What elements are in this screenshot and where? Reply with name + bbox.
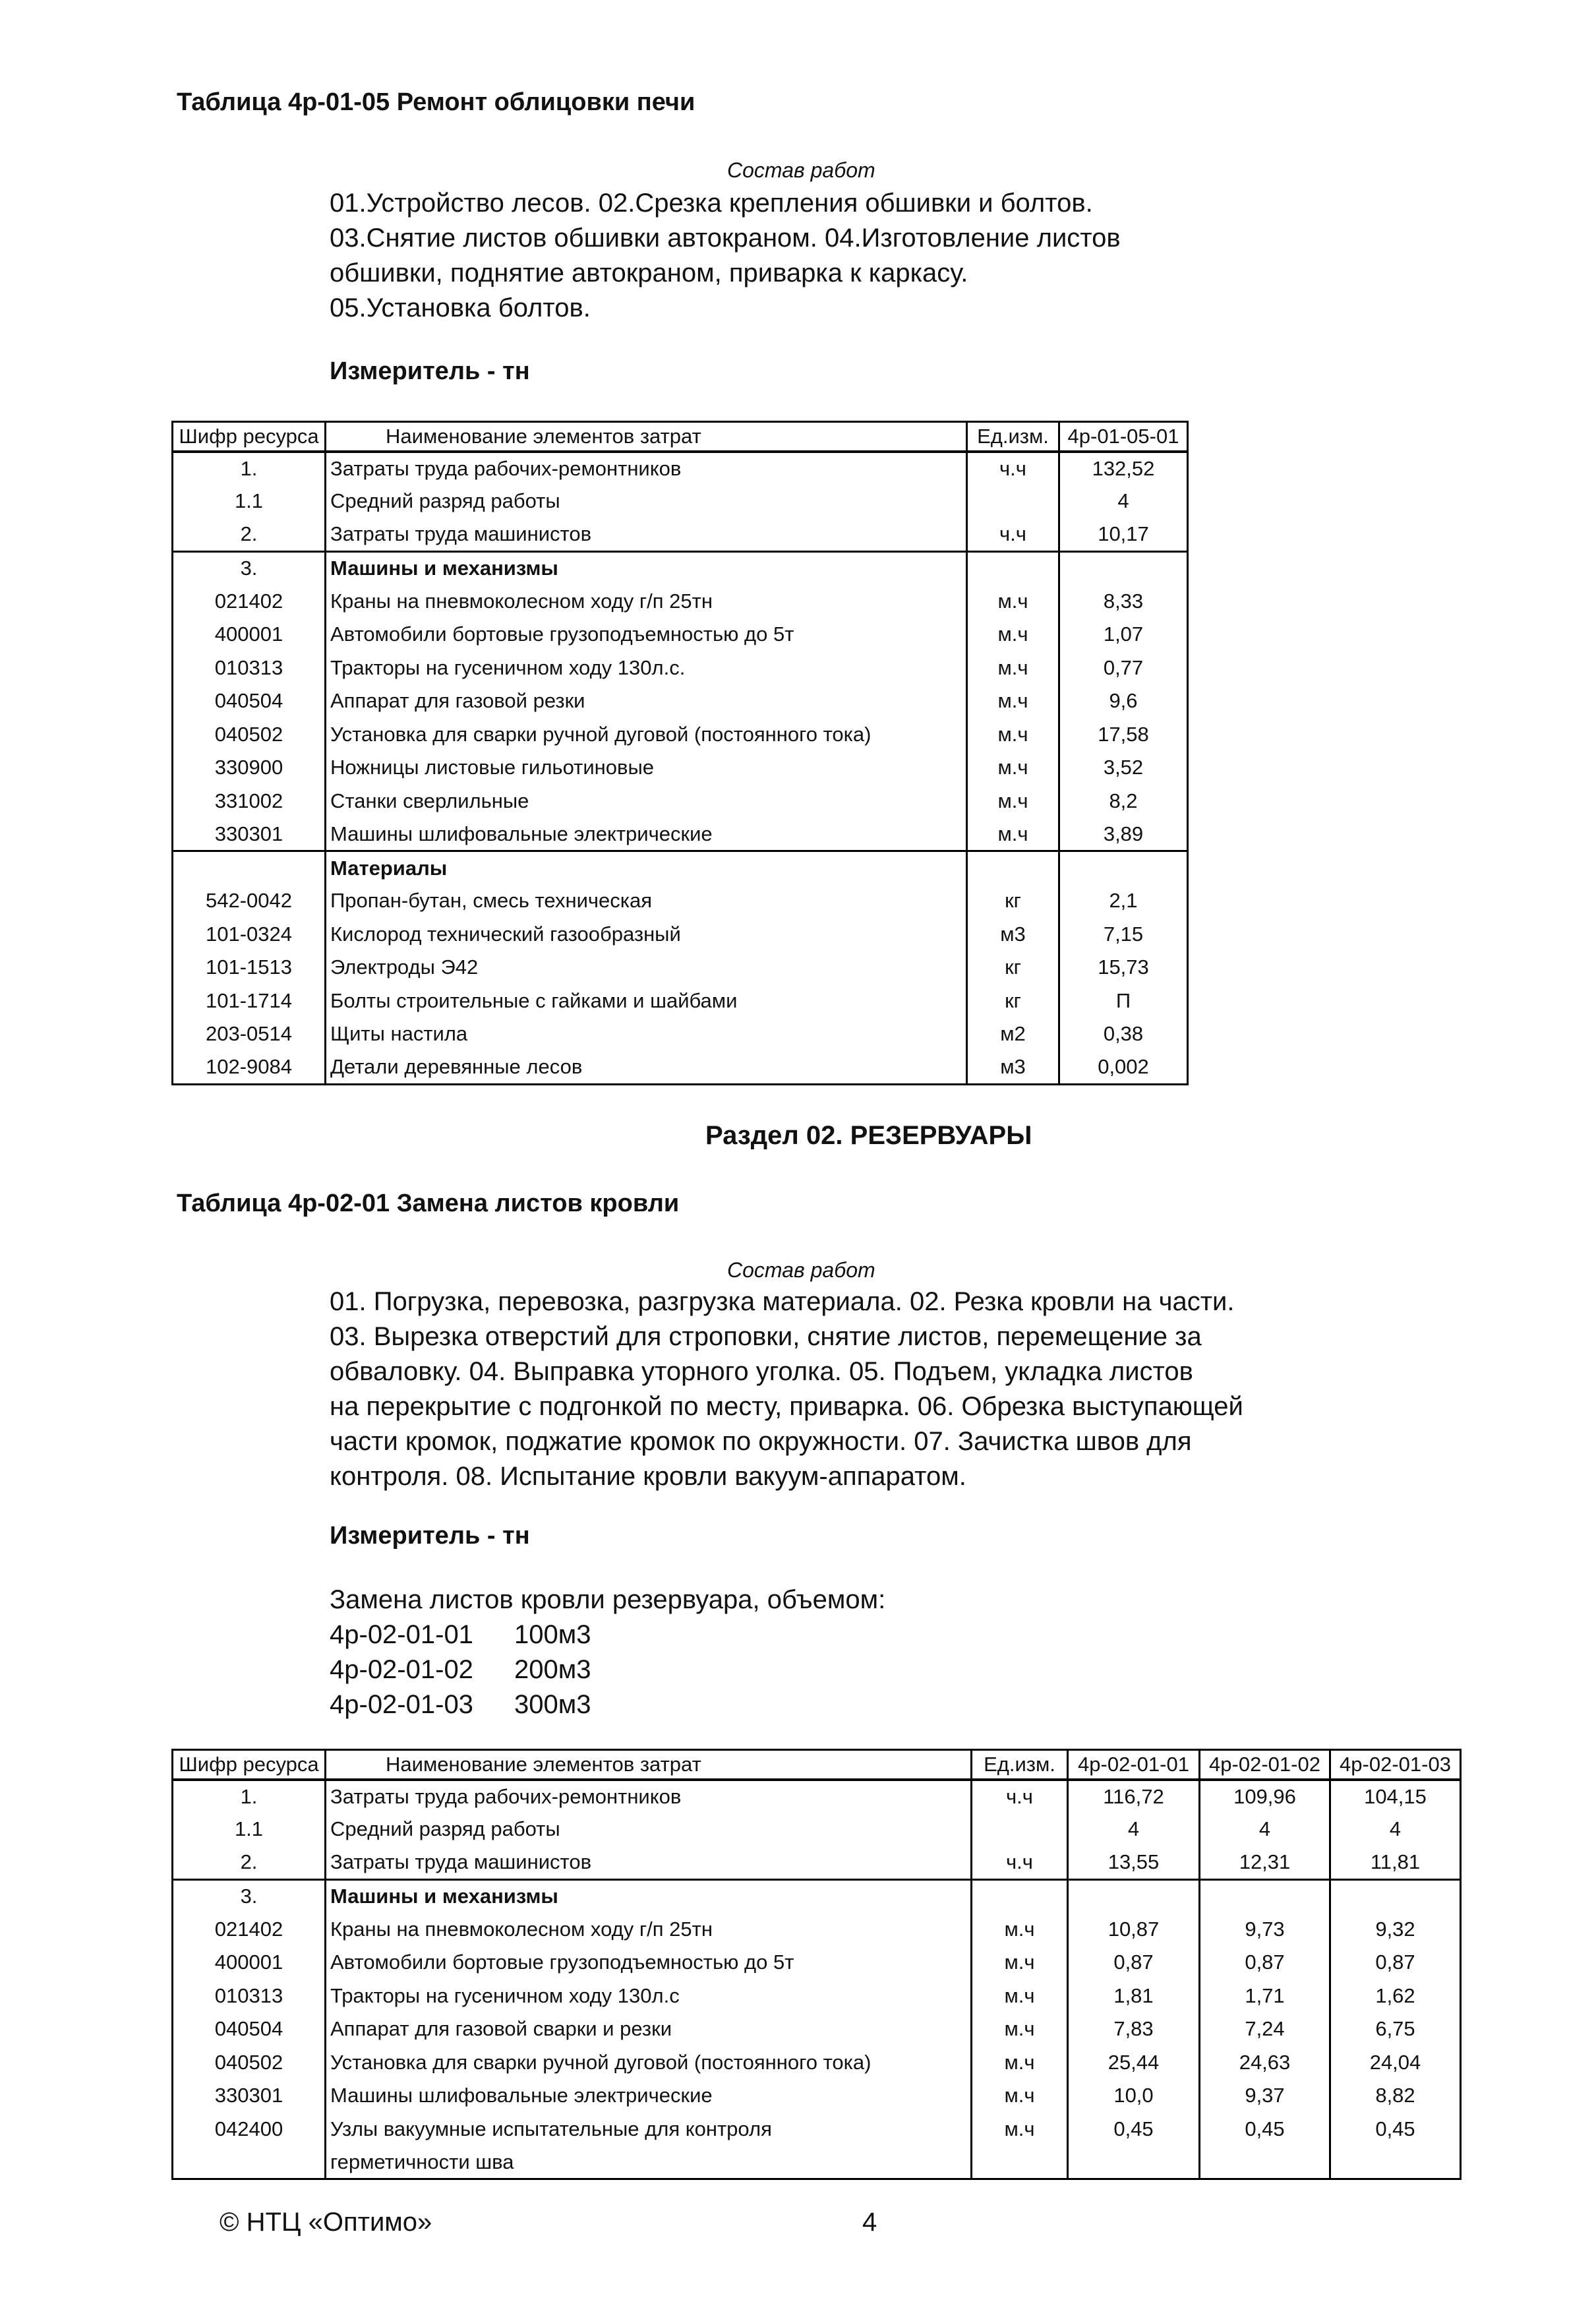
unit-cell: ч.ч: [972, 1846, 1068, 1880]
unit-cell: м2: [967, 1017, 1059, 1051]
element-name-cell: Машины и механизмы: [326, 1879, 972, 1913]
header-cell: Ед.изм.: [967, 422, 1059, 452]
resource-code-cell: 1.: [173, 452, 326, 485]
element-name-cell: Узлы вакуумные испытательные для контроля: [326, 2113, 972, 2146]
table2-variants: [330, 1583, 885, 1722]
resource-code-cell: 010313: [173, 651, 326, 685]
unit-cell: м.ч: [967, 818, 1059, 851]
work-line: 01.Устройство лесов. 02.Срезка крепления обшивки и болтов.: [330, 189, 1093, 218]
unit-cell: м.ч: [967, 785, 1059, 818]
value-cell: [1059, 851, 1188, 885]
table2-measure: Измеритель - тн: [330, 1522, 530, 1550]
value-cell: [1200, 1879, 1330, 1913]
element-name-cell: Тракторы на гусеничном ходу 130л.с: [326, 1980, 972, 2013]
variant-line: [330, 1652, 885, 1687]
value-cell: 3,89: [1059, 818, 1188, 851]
resource-code-cell: 040502: [173, 718, 326, 752]
table-row: [173, 785, 1188, 818]
resource-table-1: [171, 421, 1189, 1085]
unit-cell: ч.ч: [967, 452, 1059, 485]
element-name-cell: Машины шлифовальные электрические: [326, 2079, 972, 2113]
header-cell: 4р-01-05-01: [1059, 422, 1188, 452]
unit-cell: м.ч: [972, 1980, 1068, 2013]
element-name-cell: Детали деревянные лесов: [326, 1051, 967, 1085]
variants-intro: Замена листов кровли резервуара, объемом:: [330, 1585, 886, 1614]
value-cell: 0,45: [1068, 2113, 1200, 2146]
header-cell: Шифр ресурса: [173, 422, 326, 452]
element-name-cell: Средний разряд работы: [326, 1813, 972, 1846]
value-cell: 8,2: [1059, 785, 1188, 818]
element-name-cell: Щиты настила: [326, 1017, 967, 1051]
work-line: 03.Снятие листов обшивки автокраном. 04.Изготовление листов: [330, 224, 1121, 253]
value-cell: 10,0: [1068, 2079, 1200, 2113]
work-line: контроля. 08. Испытание кровли вакуум-аппаратом.: [330, 1462, 966, 1491]
resource-code-cell: [173, 851, 326, 885]
value-cell: 25,44: [1068, 2046, 1200, 2080]
table-row: [173, 884, 1188, 918]
value-cell: [1330, 2146, 1461, 2179]
value-cell: 116,72: [1068, 1780, 1200, 1813]
variant-volume: 200м3: [514, 1655, 591, 1684]
table-row: [173, 518, 1188, 552]
section-title: Раздел 02. РЕЗЕРВУАРЫ: [705, 1121, 1032, 1150]
resource-code-cell: 3.: [173, 551, 326, 585]
table-row: [173, 684, 1188, 718]
table2-work-heading: Состав работ: [727, 1258, 875, 1282]
table-row: [173, 818, 1188, 851]
table-row: [173, 2146, 1461, 2179]
table-row: [173, 718, 1188, 752]
variant-volume: 300м3: [514, 1690, 591, 1719]
value-cell: 2,1: [1059, 884, 1188, 918]
page-number: 4: [862, 2208, 877, 2237]
header-cell: Наименование элементов затрат: [326, 1750, 972, 1780]
value-cell: 7,24: [1200, 2012, 1330, 2046]
value-cell: 11,81: [1330, 1846, 1461, 1880]
resource-code-cell: 330301: [173, 2079, 326, 2113]
unit-cell: м.ч: [972, 2046, 1068, 2080]
element-name-cell: герметичности шва: [326, 2146, 972, 2179]
element-name-cell: Электроды Э42: [326, 951, 967, 984]
unit-cell: м.ч: [967, 585, 1059, 619]
resource-code-cell: 1.1: [173, 1813, 326, 1846]
value-cell: 0,87: [1068, 1946, 1200, 1980]
element-name-cell: Затраты труда машинистов: [326, 1846, 972, 1880]
resource-code-cell: 101-1714: [173, 984, 326, 1018]
value-cell: 132,52: [1059, 452, 1188, 485]
resource-code-cell: 2.: [173, 1846, 326, 1880]
element-name-cell: Пропан-бутан, смесь техническая: [326, 884, 967, 918]
value-cell: 0,77: [1059, 651, 1188, 685]
table-row: [173, 951, 1188, 984]
resource-code-cell: 2.: [173, 518, 326, 552]
resource-code-cell: 331002: [173, 785, 326, 818]
table-row: [173, 618, 1188, 651]
element-name-cell: Болты строительные с гайками и шайбами: [326, 984, 967, 1018]
value-cell: 109,96: [1200, 1780, 1330, 1813]
value-cell: 0,002: [1059, 1051, 1188, 1085]
value-cell: 6,75: [1330, 2012, 1461, 2046]
value-cell: 104,15: [1330, 1780, 1461, 1813]
value-cell: 12,31: [1200, 1846, 1330, 1880]
table-row: [173, 2012, 1461, 2046]
value-cell: 9,6: [1059, 684, 1188, 718]
table1-measure: Измеритель - тн: [330, 357, 530, 385]
value-cell: 17,58: [1059, 718, 1188, 752]
table-row: [173, 452, 1188, 485]
element-name-cell: Затраты труда машинистов: [326, 518, 967, 552]
header-cell: 4р-02-01-03: [1330, 1750, 1461, 1780]
resource-code-cell: 400001: [173, 618, 326, 651]
table-row: [173, 1051, 1188, 1085]
value-cell: 8,82: [1330, 2079, 1461, 2113]
value-cell: 9,32: [1330, 1913, 1461, 1947]
value-cell: 1,81: [1068, 1980, 1200, 2013]
table-row: [173, 851, 1188, 885]
table-row: [173, 1980, 1461, 2013]
unit-cell: кг: [967, 884, 1059, 918]
element-name-cell: Аппарат для газовой сварки и резки: [326, 2012, 972, 2046]
header-cell: 4р-02-01-02: [1200, 1750, 1330, 1780]
unit-cell: м.ч: [972, 2113, 1068, 2146]
table-row: [173, 918, 1188, 952]
resource-code-cell: 102-9084: [173, 1051, 326, 1085]
resource-code-cell: 400001: [173, 1946, 326, 1980]
value-cell: [1068, 1879, 1200, 1913]
variant-code: 4р-02-01-02: [330, 1655, 473, 1684]
table-row: [173, 1813, 1461, 1846]
element-name-cell: Машины и механизмы: [326, 551, 967, 585]
value-cell: [1068, 2146, 1200, 2179]
table1-work-heading: Состав работ: [727, 158, 875, 182]
header-cell: 4р-02-01-01: [1068, 1750, 1200, 1780]
value-cell: 0,87: [1330, 1946, 1461, 1980]
table-row: [173, 984, 1188, 1018]
resource-code-cell: 203-0514: [173, 1017, 326, 1051]
work-line: обшивки, поднятие автокраном, приварка к каркасу.: [330, 258, 968, 287]
table-row: [173, 2113, 1461, 2146]
element-name-cell: Аппарат для газовой резки: [326, 684, 967, 718]
value-cell: 1,07: [1059, 618, 1188, 651]
resource-code-cell: 040504: [173, 684, 326, 718]
resource-code-cell: 021402: [173, 585, 326, 619]
element-name-cell: Ножницы листовые гильотиновые: [326, 751, 967, 785]
resource-code-cell: 042400: [173, 2113, 326, 2146]
unit-cell: [967, 551, 1059, 585]
table-header-row: [173, 422, 1188, 452]
value-cell: 3,52: [1059, 751, 1188, 785]
resource-code-cell: 040502: [173, 2046, 326, 2080]
table2-title: Таблица 4р-02-01 Замена листов кровли: [177, 1190, 680, 1217]
unit-cell: [972, 1813, 1068, 1846]
element-name-cell: Краны на пневмоколесном ходу г/п 25тн: [326, 1913, 972, 1947]
work-line: на перекрытие с подгонкой по месту, приварка. 06. Обрезка выступающей: [330, 1392, 1243, 1421]
variant-line: [330, 1687, 885, 1722]
table-row: [173, 1846, 1461, 1880]
table-header-row: [173, 1750, 1461, 1780]
unit-cell: м.ч: [972, 1946, 1068, 1980]
table-row: [173, 2046, 1461, 2080]
resource-code-cell: 542-0042: [173, 884, 326, 918]
unit-cell: [967, 851, 1059, 885]
header-cell: Ед.изм.: [972, 1750, 1068, 1780]
resource-code-cell: 330900: [173, 751, 326, 785]
value-cell: П: [1059, 984, 1188, 1018]
element-name-cell: Установка для сварки ручной дуговой (постоянного тока): [326, 2046, 972, 2080]
table1-title: Таблица 4р-01-05 Ремонт облицовки печи: [177, 88, 695, 116]
work-line: обваловку. 04. Выправка уторного уголка. 05. Подъем, укладка листов: [330, 1357, 1193, 1386]
resource-code-cell: 040504: [173, 2012, 326, 2046]
unit-cell: м.ч: [967, 751, 1059, 785]
table-row: [173, 1780, 1461, 1813]
table-row: [173, 1946, 1461, 1980]
unit-cell: [972, 1879, 1068, 1913]
unit-cell: кг: [967, 951, 1059, 984]
element-name-cell: Станки сверлильные: [326, 785, 967, 818]
table-row: [173, 585, 1188, 619]
value-cell: 1,71: [1200, 1980, 1330, 2013]
table-row: [173, 1017, 1188, 1051]
value-cell: 15,73: [1059, 951, 1188, 984]
table2-work-description: [330, 1285, 1243, 1494]
unit-cell: [967, 485, 1059, 518]
value-cell: 1,62: [1330, 1980, 1461, 2013]
work-line: части кромок, поджатие кромок по окружности. 07. Зачистка швов для: [330, 1427, 1192, 1456]
element-name-cell: Материалы: [326, 851, 967, 885]
table-row: [173, 651, 1188, 685]
unit-cell: кг: [967, 984, 1059, 1018]
work-line: 01. Погрузка, перевозка, разгрузка материала. 02. Резка кровли на части.: [330, 1287, 1235, 1316]
value-cell: 24,04: [1330, 2046, 1461, 2080]
value-cell: 7,15: [1059, 918, 1188, 952]
resource-code-cell: 010313: [173, 1980, 326, 2013]
element-name-cell: Машины шлифовальные электрические: [326, 818, 967, 851]
unit-cell: ч.ч: [972, 1780, 1068, 1813]
element-name-cell: Автомобили бортовые грузоподъемностью до 5т: [326, 1946, 972, 1980]
footer-copyright: © НТЦ «Оптимо»: [220, 2208, 432, 2237]
unit-cell: м.ч: [967, 618, 1059, 651]
value-cell: 10,87: [1068, 1913, 1200, 1947]
value-cell: [1200, 2146, 1330, 2179]
value-cell: [1059, 551, 1188, 585]
value-cell: 24,63: [1200, 2046, 1330, 2080]
table-row: [173, 1879, 1461, 1913]
header-cell: Шифр ресурса: [173, 1750, 326, 1780]
unit-cell: ч.ч: [967, 518, 1059, 552]
value-cell: 0,87: [1200, 1946, 1330, 1980]
variant-code: 4р-02-01-01: [330, 1620, 473, 1649]
resource-code-cell: 330301: [173, 818, 326, 851]
unit-cell: м.ч: [967, 684, 1059, 718]
table1-work-description: [330, 186, 1121, 326]
resource-code-cell: 1.1: [173, 485, 326, 518]
value-cell: 4: [1068, 1813, 1200, 1846]
element-name-cell: Кислород технический газообразный: [326, 918, 967, 952]
value-cell: 10,17: [1059, 518, 1188, 552]
value-cell: 0,45: [1200, 2113, 1330, 2146]
work-line: 05.Установка болтов.: [330, 293, 591, 322]
work-line: 03. Вырезка отверстий для строповки, снятие листов, перемещение за: [330, 1322, 1202, 1351]
resource-code-cell: 101-0324: [173, 918, 326, 952]
table-row: [173, 2079, 1461, 2113]
variant-line: [330, 1618, 885, 1652]
unit-cell: м.ч: [967, 651, 1059, 685]
table-row: [173, 551, 1188, 585]
value-cell: 7,83: [1068, 2012, 1200, 2046]
unit-cell: м3: [967, 1051, 1059, 1085]
table-row: [173, 1913, 1461, 1947]
value-cell: 0,45: [1330, 2113, 1461, 2146]
element-name-cell: Затраты труда рабочих-ремонтников: [326, 452, 967, 485]
unit-cell: м.ч: [972, 2079, 1068, 2113]
variant-volume: 100м3: [514, 1620, 591, 1649]
unit-cell: [972, 2146, 1068, 2179]
unit-cell: м3: [967, 918, 1059, 952]
resource-code-cell: 021402: [173, 1913, 326, 1947]
unit-cell: м.ч: [972, 2012, 1068, 2046]
value-cell: 8,33: [1059, 585, 1188, 619]
value-cell: 4: [1200, 1813, 1330, 1846]
element-name-cell: Автомобили бортовые грузоподъемностью до 5т: [326, 618, 967, 651]
element-name-cell: Средний разряд работы: [326, 485, 967, 518]
table-row: [173, 485, 1188, 518]
element-name-cell: Тракторы на гусеничном ходу 130л.с.: [326, 651, 967, 685]
value-cell: [1330, 1879, 1461, 1913]
value-cell: 9,73: [1200, 1913, 1330, 1947]
resource-code-cell: 1.: [173, 1780, 326, 1813]
resource-code-cell: [173, 2146, 326, 2179]
element-name-cell: Установка для сварки ручной дуговой (постоянного тока): [326, 718, 967, 752]
value-cell: 4: [1330, 1813, 1461, 1846]
variant-code: 4р-02-01-03: [330, 1690, 473, 1719]
value-cell: 4: [1059, 485, 1188, 518]
resource-table-2: [171, 1749, 1462, 2180]
element-name-cell: Затраты труда рабочих-ремонтников: [326, 1780, 972, 1813]
element-name-cell: Краны на пневмоколесном ходу г/п 25тн: [326, 585, 967, 619]
value-cell: 0,38: [1059, 1017, 1188, 1051]
header-cell: Наименование элементов затрат: [326, 422, 967, 452]
resource-code-cell: 3.: [173, 1879, 326, 1913]
unit-cell: м.ч: [967, 718, 1059, 752]
resource-code-cell: 101-1513: [173, 951, 326, 984]
unit-cell: м.ч: [972, 1913, 1068, 1947]
value-cell: 13,55: [1068, 1846, 1200, 1880]
value-cell: 9,37: [1200, 2079, 1330, 2113]
table-row: [173, 751, 1188, 785]
